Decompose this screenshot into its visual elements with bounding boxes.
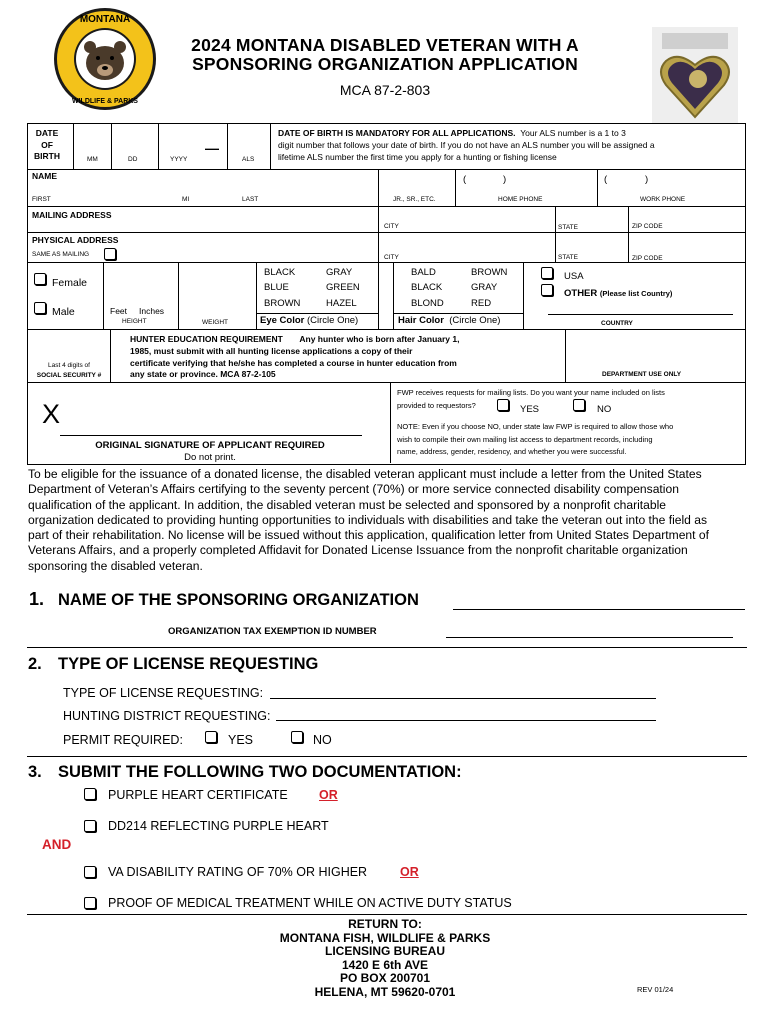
hair-color-options-2: BROWN GRAY RED <box>471 267 508 309</box>
eye-color-label: Eye Color (Circle One) <box>260 315 359 326</box>
purple-heart-certificate-checkbox[interactable] <box>84 788 96 800</box>
mailing-zip-label: ZIP CODE <box>632 223 663 230</box>
section2-title: TYPE OF LICENSE REQUESTING <box>58 655 319 673</box>
dd214-checkbox[interactable] <box>84 820 96 832</box>
usa-label: USA <box>564 271 584 282</box>
hair-color-label: Hair Color (Circle One) <box>398 315 501 326</box>
other-country-label: OTHER (Please list Country) <box>564 288 673 299</box>
dob-yyyy: YYYY <box>170 156 188 163</box>
inches-label: Inches <box>139 306 165 316</box>
permit-no-checkbox[interactable] <box>291 731 303 743</box>
tax-id-label: ORGANIZATION TAX EXEMPTION ID NUMBER <box>168 626 377 637</box>
page-title-line2: SPONSORING ORGANIZATION APPLICATION <box>192 54 578 74</box>
name-label: NAME <box>32 171 58 181</box>
dd214-label: DD214 REFLECTING PURPLE HEART <box>108 819 329 833</box>
hunter-ed-text: HUNTER EDUCATION REQUIREMENT Any hunter who is born after January 1, 1985, must submit with all hunting license applications a copy of their certificate verifying that he/she has completed a course in hunter education from any state or province. MCA 87-2-105 <box>130 334 460 380</box>
male-checkbox[interactable] <box>34 302 46 314</box>
permit-yes-checkbox[interactable] <box>205 731 217 743</box>
same-as-mailing-label: SAME AS MAILING <box>32 251 90 258</box>
country-label: COUNTRY <box>601 320 633 327</box>
dob-mm: MM <box>87 156 98 163</box>
work-phone-label: WORK PHONE <box>640 196 686 203</box>
mailing-list-note: NOTE: Even if you choose NO, under state law FWP is required to allow those who wish to compile their own mailing list access to department records, including name, address, gender, residency, and whether you were successful. <box>397 422 674 456</box>
signature-label: ORIGINAL SIGNATURE OF APPLICANT REQUIRED <box>95 440 325 451</box>
mi-label: MI <box>182 196 190 203</box>
physical-address-label: PHYSICAL ADDRESS <box>32 235 119 245</box>
svg-text:WILDLIFE & PARKS: WILDLIFE & PARKS <box>72 98 138 105</box>
eligibility-paragraph: To be eligible for the issuance of a donated license, the disabled veteran applicant must include a letter from the United States Department of Veteran’s Affairs certifying to the seventy percent (70%) or more service connected disability compensation qualification of the applicant. In addition, the disabled veteran must be selected and sponsored by a nonprofit charitable organization dedicated to providing hunting opportunities to individuals with disabilities and take the veteran out into the field as part of their rehabilitation. No license will be issued without this application, qualification letter from United States Department of Veterans Affairs, and a properly completed Affidavit for Donated License Issuance from the nonprofit charitable organization sponsoring the disabled veteran. <box>28 467 709 573</box>
purple-heart-image <box>652 27 738 123</box>
mailing-list-no-label: NO <box>597 404 612 415</box>
hunting-district-label: HUNTING DISTRICT REQUESTING: <box>63 709 271 723</box>
ssn-label: Last 4 digits of SOCIAL SECURITY # <box>36 362 102 379</box>
fwp-logo <box>52 6 158 112</box>
mailing-list-question: FWP receives requests for mailing lists. Do you want your name included on lists provided to requestors? <box>397 388 665 410</box>
home-phone-label: HOME PHONE <box>498 196 543 203</box>
dob-dd: DD <box>128 156 138 163</box>
permit-no-label: NO <box>313 733 332 747</box>
tax-id-input[interactable] <box>446 637 733 638</box>
other-country-checkbox[interactable] <box>541 284 553 296</box>
sponsoring-organization-input[interactable] <box>453 609 745 610</box>
usa-checkbox[interactable] <box>541 267 553 279</box>
revision-label: REV 01/24 <box>637 985 674 994</box>
section3-number: 3. <box>28 763 42 781</box>
and-label: AND <box>42 837 72 852</box>
mailing-address-label: MAILING ADDRESS <box>32 210 112 220</box>
permit-required-label: PERMIT REQUIRED: <box>63 733 183 747</box>
section1-title: NAME OF THE SPONSORING ORGANIZATION <box>58 591 419 609</box>
eye-color-options-2: GRAY GREEN HAZEL <box>326 267 360 309</box>
first-name-label: FIRST <box>32 196 51 203</box>
section2-number: 2. <box>28 655 42 673</box>
return-address: RETURN TO: MONTANA FISH, WILDLIFE & PARKS LICENSING BUREAU 1420 E 6th AVE PO BOX 200701 HELENA, MT 59620-0701 <box>279 917 491 999</box>
weight-label: WEIGHT <box>202 319 228 326</box>
als-label: ALS <box>242 156 255 163</box>
medical-treatment-label: PROOF OF MEDICAL TREATMENT WHILE ON ACTIVE DUTY STATUS <box>108 896 512 910</box>
do-not-print-label: Do not print. <box>184 452 236 463</box>
feet-label: Feet <box>110 306 128 316</box>
department-use-label: DEPARTMENT USE ONLY <box>602 371 682 378</box>
physical-state-label: STATE <box>558 254 578 261</box>
signature-x-mark: X <box>42 399 61 429</box>
va-disability-checkbox[interactable] <box>84 866 96 878</box>
dob-dash: — <box>205 140 219 156</box>
dob-label: DATE OF BIRTH <box>34 128 60 161</box>
page-title-line1: 2024 MONTANA DISABLED VETERAN WITH A <box>191 35 579 55</box>
section3-title: SUBMIT THE FOLLOWING TWO DOCUMENTATION: <box>58 763 462 781</box>
license-type-label: TYPE OF LICENSE REQUESTING: <box>63 686 264 700</box>
female-label: Female <box>52 277 88 289</box>
signature-field[interactable] <box>60 435 362 436</box>
or-label-1: OR <box>319 788 338 802</box>
svg-text:MONTANA: MONTANA <box>79 14 131 25</box>
suffix-label: JR., SR., ETC. <box>393 196 436 203</box>
dob-note: DATE OF BIRTH IS MANDATORY FOR ALL APPLICATIONS. Your ALS number is a 1 to 3 digit number that follows your date of birth. If you do not have an ALS number you will be assigned a lifetime ALS number the first time you apply for a hunting or fishing license <box>278 128 655 162</box>
height-label: HEIGHT <box>122 318 147 325</box>
hunting-district-input[interactable] <box>276 720 656 721</box>
last-name-label: LAST <box>242 196 259 203</box>
mailing-list-yes-label: YES <box>520 404 540 415</box>
female-checkbox[interactable] <box>34 273 46 285</box>
physical-zip-label: ZIP CODE <box>632 255 663 262</box>
or-label-2: OR <box>400 865 419 879</box>
license-type-input[interactable] <box>270 698 656 699</box>
mailing-city-label: CITY <box>384 223 399 230</box>
mailing-list-yes-checkbox[interactable] <box>497 399 509 411</box>
hair-color-options-1: BALD BLACK BLOND <box>411 267 444 309</box>
same-as-mailing-checkbox[interactable] <box>104 248 116 260</box>
section1-number: 1. <box>29 589 45 609</box>
mailing-list-no-checkbox[interactable] <box>573 399 585 411</box>
permit-yes-label: YES <box>228 733 254 747</box>
va-disability-label: VA DISABILITY RATING OF 70% OR HIGHER <box>108 865 368 879</box>
eye-color-options-1: BLACK BLUE BROWN <box>264 267 301 309</box>
mca-reference: MCA 87-2-803 <box>339 82 431 98</box>
medical-treatment-checkbox[interactable] <box>84 897 96 909</box>
purple-heart-certificate-label: PURPLE HEART CERTIFICATE <box>108 788 288 802</box>
physical-city-label: CITY <box>384 254 399 261</box>
mailing-state-label: STATE <box>558 224 578 231</box>
male-label: Male <box>52 306 75 318</box>
